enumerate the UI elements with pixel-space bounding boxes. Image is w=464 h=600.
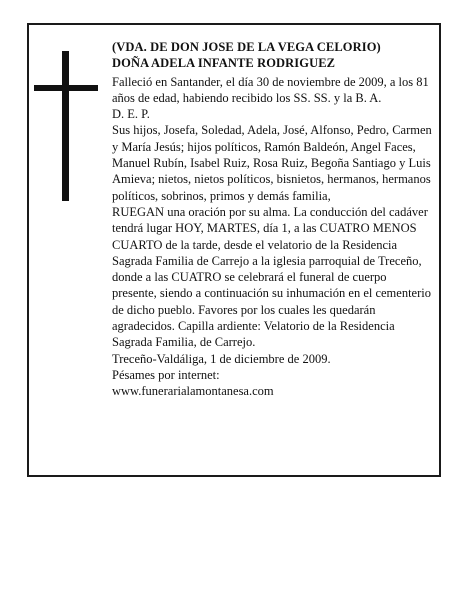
rest-in-peace: D. E. P.: [112, 107, 150, 122]
condolences-label: Pésames por internet:: [112, 367, 220, 382]
deceased-name: DOÑA ADELA INFANTE RODRIGUEZ: [112, 56, 336, 71]
place-date: Treceño-Valdáliga, 1 de diciembre de 2009.: [112, 351, 331, 366]
obituary-text: [112, 39, 434, 400]
cross-icon: [34, 51, 98, 201]
family-list: Sus hijos, Josefa, Soledad, Adela, José, Alfonso, Pedro, Carmen y María Jesús; hijos políticos, Ramón Baldeón, Angel Faces, Manuel Rubín, Isabel Ruiz, Rosa Ruiz, Begoña Santiago y Luis Amieva; nietos, nietos políticos, bisnietos, hermanos, hermanos políticos, sobrinos, primos y demás familia,: [112, 123, 432, 203]
death-announcement: Falleció en Santander, el día 30 de noviembre de 2009, a los 81 años de edad, habiendo recibido los SS. SS. y la B. A.: [112, 74, 429, 105]
widow-line: (VDA. DE DON JOSE DE LA VEGA CELORIO): [112, 40, 381, 54]
website-link[interactable]: www.funerarialamontanesa.com: [112, 384, 274, 399]
cross-horizontal-bar: [34, 85, 98, 91]
funeral-details: RUEGAN una oración por su alma. La conducción del cadáver tendrá lugar HOY, MARTES, día 1, a las CUATRO MENOS CUARTO de la tarde, desde el velatorio de la Residencia Sagrada Familia de Carrejo a la iglesia parroquial de Treceño, donde a las CUATRO se celebrará el funeral de cuerpo presente, siendo a continuación su inhumación en el cementerio de dicho pueblo. Favores por los cuales les quedarán agradecidos. Capilla ardiente: Velatorio de la Residencia Sagrada Familia, de Carrejo.: [112, 204, 431, 350]
cross-vertical-bar: [62, 51, 69, 201]
